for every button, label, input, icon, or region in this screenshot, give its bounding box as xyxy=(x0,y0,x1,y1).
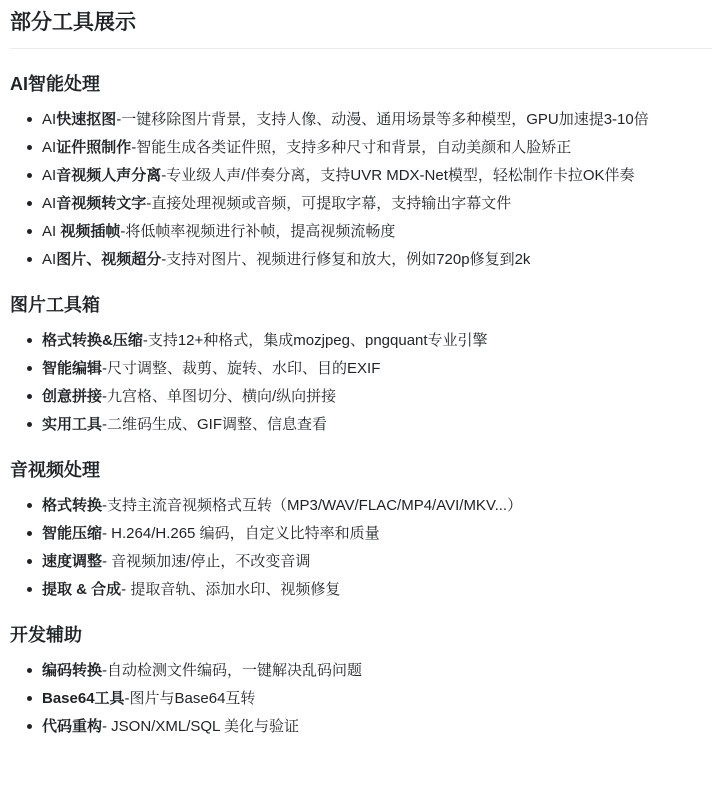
bullet-icon xyxy=(27,117,32,122)
item-description: -一键移除图片背景，支持人像、动漫、通用场景等多种模型，GPU加速提3-10倍 xyxy=(116,111,649,128)
item-lead-bold: 速度调整 xyxy=(42,553,103,570)
item-lead-bold: 创意拼接 xyxy=(42,388,103,405)
section-heading: 图片工具箱 xyxy=(10,295,100,315)
list-item xyxy=(42,166,712,186)
list-item xyxy=(42,194,712,214)
bullet-icon xyxy=(27,229,32,234)
item-description: -九宫格、单图切分、横向/纵向拼接 xyxy=(102,388,337,405)
item-lead-bold: Base64工具 xyxy=(42,690,125,707)
bullet-icon xyxy=(27,668,32,673)
item-description: -尺寸调整、裁剪、旋转、水印、目的EXIF xyxy=(102,360,381,377)
item-lead-bold: 实用工具 xyxy=(42,416,103,433)
bullet-icon xyxy=(27,503,32,508)
list-item xyxy=(42,496,712,516)
item-lead-bold: 格式转换 xyxy=(42,497,103,514)
item-lead-bold: 提取 & 合成 xyxy=(42,581,122,598)
bullet-icon xyxy=(27,366,32,371)
item-lead-bold: 智能编辑 xyxy=(42,360,103,377)
list-item xyxy=(42,387,712,407)
sections-container xyxy=(10,73,712,737)
bullet-icon xyxy=(27,696,32,701)
item-description: -支持对图片、视频进行修复和放大，例如720p修复到2k xyxy=(161,251,531,268)
item-lead-bold: 编码转换 xyxy=(42,662,103,679)
feature-list xyxy=(10,496,712,600)
list-item xyxy=(42,580,712,600)
list-item xyxy=(42,661,712,681)
item-description: - 音视频加速/停止，不改变音调 xyxy=(102,553,311,570)
item-lead-bold: 音视频人声分离 xyxy=(56,167,162,184)
item-lead-bold: 格式转换&压缩 xyxy=(42,332,143,349)
item-lead-prefix: AI xyxy=(42,111,57,128)
item-lead-prefix: AI xyxy=(42,139,57,156)
bullet-icon xyxy=(27,559,32,564)
item-description: -支持12+种格式，集成mozjpeg、pngquant专业引擎 xyxy=(142,332,488,349)
list-item xyxy=(42,717,712,737)
list-item xyxy=(42,552,712,572)
item-description: -图片与Base64互转 xyxy=(124,690,256,707)
list-item xyxy=(42,110,712,130)
section-heading: AI智能处理 xyxy=(10,74,100,94)
list-item xyxy=(42,524,712,544)
bullet-icon xyxy=(27,257,32,262)
item-lead-bold: 音视频转文字 xyxy=(56,195,147,212)
bullet-icon xyxy=(27,338,32,343)
item-description: -支持主流音视频格式互转（MP3/WAV/FLAC/MP4/AVI/MKV...） xyxy=(102,497,523,514)
feature-list xyxy=(10,331,712,435)
feature-list xyxy=(10,661,712,737)
item-lead-prefix: AI xyxy=(42,251,57,268)
page-title: 部分工具展示 xyxy=(10,8,712,49)
list-item xyxy=(42,359,712,379)
item-description: -专业级人声/伴奏分离，支持UVR MDX-Net模型，轻松制作卡拉OK伴奏 xyxy=(161,167,635,184)
item-lead-bold: 代码重构 xyxy=(42,718,103,735)
bullet-icon xyxy=(27,173,32,178)
item-description: -自动检测文件编码，一键解决乱码问题 xyxy=(102,662,363,679)
item-description: -二维码生成、GIF调整、信息查看 xyxy=(102,416,328,433)
item-description: -智能生成各类证件照，支持多种尺寸和背景，自动美颜和人脸矫正 xyxy=(131,139,572,156)
list-item xyxy=(42,222,712,242)
bullet-icon xyxy=(27,422,32,427)
list-item xyxy=(42,689,712,709)
bullet-icon xyxy=(27,394,32,399)
item-lead-bold: 证件照制作 xyxy=(56,139,132,156)
section-heading: 音视频处理 xyxy=(10,460,100,480)
item-lead-prefix: AI xyxy=(42,223,61,240)
item-lead-bold: 图片、视频超分 xyxy=(56,251,162,268)
list-item xyxy=(42,415,712,435)
bullet-icon xyxy=(27,145,32,150)
list-item xyxy=(42,250,712,270)
list-item xyxy=(42,331,712,351)
bullet-icon xyxy=(27,724,32,729)
bullet-icon xyxy=(27,201,32,206)
list-item xyxy=(42,138,712,158)
item-lead-prefix: AI xyxy=(42,167,57,184)
bullet-icon xyxy=(27,587,32,592)
feature-list xyxy=(10,110,712,270)
section-heading: 开发辅助 xyxy=(10,625,82,645)
item-description: - H.264/H.265 编码，自定义比特率和质量 xyxy=(102,525,380,542)
item-description: -直接处理视频或音频，可提取字幕，支持输出字幕文件 xyxy=(146,195,512,212)
item-lead-bold: 视频插帧 xyxy=(60,223,121,240)
item-description: - JSON/XML/SQL 美化与验证 xyxy=(102,718,299,735)
item-lead-prefix: AI xyxy=(42,195,57,212)
bullet-icon xyxy=(27,531,32,536)
item-lead-bold: 智能压缩 xyxy=(42,525,103,542)
item-description: - 提取音轨、添加水印、视频修复 xyxy=(121,581,341,598)
item-description: -将低帧率视频进行补帧，提高视频流畅度 xyxy=(120,223,396,240)
item-lead-bold: 快速抠图 xyxy=(56,111,117,128)
